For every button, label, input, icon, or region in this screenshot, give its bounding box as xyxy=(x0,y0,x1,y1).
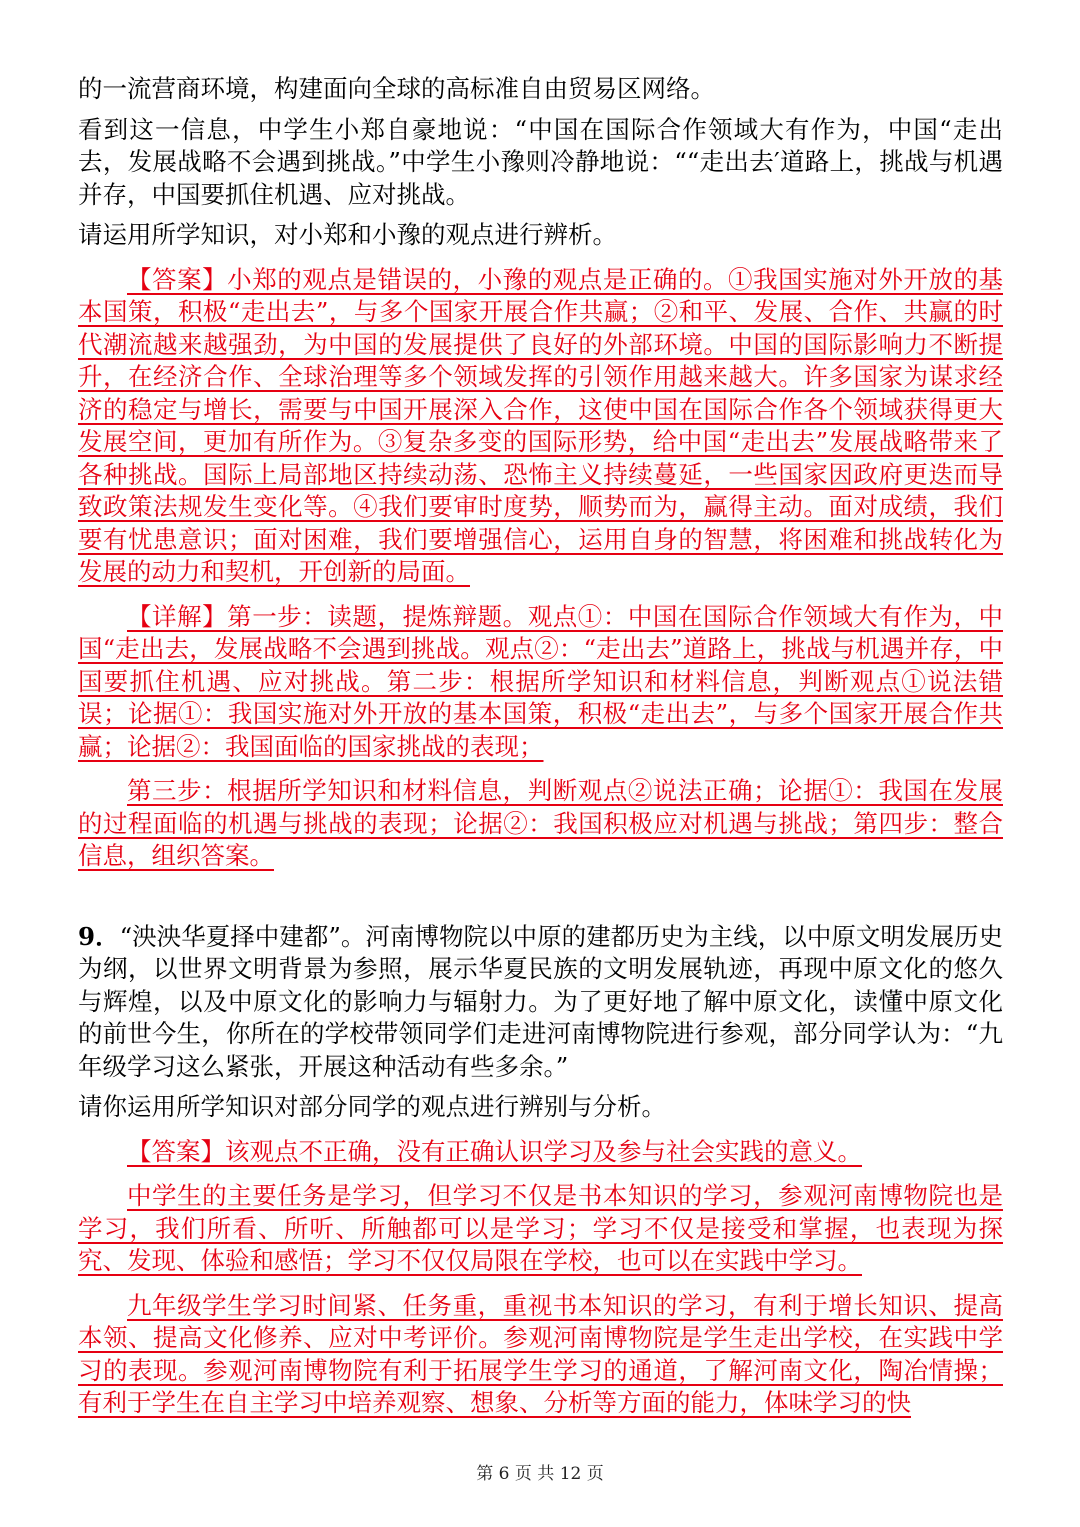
question-9-answer-1: 【答案】该观点不正确，没有正确认识学习及参与社会实践的意义。 xyxy=(127,1136,862,1166)
question-9-body: “泱泱华夏择中建都”。河南博物院以中原的建都历史为主线，以中原文明发展历史为纲，以世界文明背景为参照，展示华夏民族的文明发展轨迹，再现中原文化的悠久与辉煌，以及中原文化的影响力与辐射力。为了更好地了解中原文化，读懂中原文化的前世今生，你所在的学校带领同学们走进河南博物院进行参观，部分同学认为：“九年级学习这么紧张，开展这种活动有些多余。” xyxy=(78,921,1003,1081)
question-prompt: 请运用所学知识，对小郑和小豫的观点进行辨析。 xyxy=(78,220,617,249)
document-page xyxy=(78,73,1003,1420)
page-footer: 第 6 页 共 12 页 xyxy=(476,1464,604,1484)
explain-paragraph-1: 【详解】第一步：读题，提炼辩题。观点①：中国在国际合作领域大有作为，中国“走出去，发展战略不会遇到挑战。观点②：“走出去”道路上，挑战与机遇并存，中国要抓住机遇、应对挑战。第二步：根据所学知识和材料信息，判断观点①说法错误；论据①：我国实施对外开放的基本国策，积极“走出去”，与多个国家开展合作共赢；论据②：我国面临的国家挑战的表现； xyxy=(78,601,1003,761)
question-9-prompt: 请你运用所学知识对部分同学的观点进行辨别与分析。 xyxy=(78,1092,666,1121)
question-9 xyxy=(78,921,1003,1084)
question-9-answer-2: 中学生的主要任务是学习，但学习不仅是书本知识的学习，参观河南博物院也是学习，我们所看、所听、所触都可以是学习；学习不仅是接受和掌握，也表现为探究、发现、体验和感悟；学习不仅仅局限在学校，也可以在实践中学习。 xyxy=(78,1181,1003,1275)
answer-paragraph: 【答案】小郑的观点是错误的，小豫的观点是正确的。①我国实施对外开放的基本国策，积极“走出去”，与多个国家开展合作共赢；②和平、发展、合作、共赢的时代潮流越来越强劲，为中国的发展提供了良好的外部环境。中国的国际影响力不断提升，在经济合作、全球治理等多个领域发挥的引领作用越来越大。许多国家为谋求经济的稳定与增长，需要与中国开展深入合作，这使中国在国际合作各个领域获得更大发展空间，更加有所作为。③复杂多变的国际形势，给中国“走出去”发展战略带来了各种挑战。国际上局部地区持续动荡、恐怖主义持续蔓延，一些国家因政府更迭而导致政策法规发生变化等。④我们要审时度势，顺势而为，赢得主动。面对成绩，我们要有忧患意识；面对困难，我们要增强信心，运用自身的智慧，将困难和挑战转化为发展的动力和契机，开创新的局面。 xyxy=(78,264,1003,586)
context-paragraph: 看到这一信息，中学生小郑自豪地说：“中国在国际合作领域大有作为，中国“走出去，发展战略不会遇到挑战。”中学生小豫则冷静地说：““走出去′道路上，挑战与机遇并存，中国要抓住机遇、应对挑战。 xyxy=(78,114,1003,209)
explain-paragraph-2: 第三步：根据所学知识和材料信息，判断观点②说法正确；论据①：我国在发展的过程面临的机遇与挑战的表现；论据②：我国积极应对机遇与挑战；第四步：整合信息，组织答案。 xyxy=(78,776,1003,870)
question-number: 9． xyxy=(78,921,120,951)
question-9-answer-3: 九年级学生学习时间紧、任务重，重视书本知识的学习，有利于增长知识、提高本领、提高文化修养、应对中考评价。参观河南博物院是学生走出学校，在实践中学习的表现。参观河南博物院有利于拓展学生学习的通道，了解河南文化，陶冶情操；有利于学生在自主学习中培养观察、想象、分析等方面的能力，体味学习的快 xyxy=(78,1290,1003,1417)
text-line-top: 的一流营商环境，构建面向全球的高标准自由贸易区网络。 xyxy=(78,74,715,103)
